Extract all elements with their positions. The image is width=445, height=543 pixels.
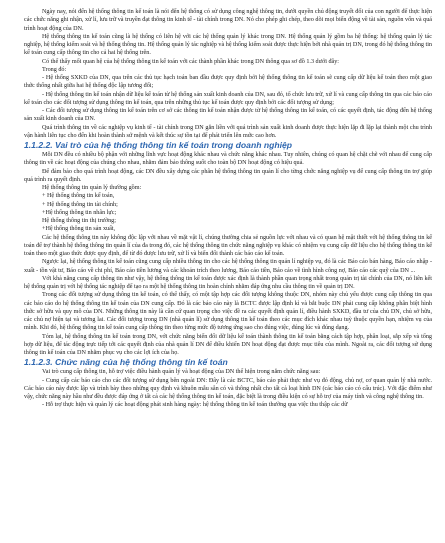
paragraph: Vai trò cung cấp thông tin, hỗ trợ việc điều hành quản lý và hoạt động của DN thể hiện trong năm chức năng sau: <box>42 369 321 376</box>
list-item: Hệ thống thông tin thị trường; <box>42 218 116 224</box>
system-list <box>24 192 432 233</box>
paragraph: Để đảm bảo cho quá trình hoạt động, các DN đều xây dựng các phân hệ thống thông tin quản lí cho từng chức năng nghiệp vụ để cung cấp thông tin trợ giúp quá trình ra quyết định. <box>24 168 432 183</box>
section-heading: 1.1.2.3. Chức năng của hệ thống thông tin kế toán <box>24 357 228 368</box>
paragraph: Ngược lại, hệ thống thông tin kế toán cũng cung cấp nhiều thông tin cho các hệ thống thông tin quản lí nghiệp vụ, đó là các Báo cáo bán hàng, Báo cáo nhập - xuất - tồn vật tư, Báo cáo về chi phí, Báo cáo tiền lương và các khoản trích theo lương, Báo cáo tiền, Báo cáo về tình hình công nợ, Báo cáo các quỹ của DN ... <box>24 259 432 274</box>
paragraph: - Hỗ trợ thực hiện và quản lý các hoạt động phát sinh hàng ngày: hệ thống thông tin kế toán thường qua việc thu thập các dữ <box>42 402 348 409</box>
paragraph: Hệ thống thông tin kế toán cũng là hệ thống có liên hệ với các hệ thống quản lý khác trong DN. Hệ thống quản lý gồm ba hệ thống: hệ thống quản lý tác nghiệp, hệ thống kiểm soát và hệ thống thông tin. Hệ thống quản lý tác nghiệp và hệ thống kiểm soát được thực hiện bởi nhà quản trị DN, trong đó hệ thống thông tin kế toán cung cấp thông tin cho cả hai hệ thống trên. <box>24 33 432 57</box>
paragraph: Quá trình thông tin về các nghiệp vụ kinh tế - tài chính trong DN gắn liền với quá trình sản xuất kinh doanh được thực hiện lặp đi lặp lại thành một chu trình vận hành liên tục cho đến khi hoàn thành sứ mệnh và kết thúc sự tồn tại để phát triển lên mức cao hơn. <box>24 124 432 139</box>
paragraph: - Hệ thống thông tin kế toán nhận dữ liệu kế toán từ hệ thống sản xuất kinh doanh của DN, sau đó, tổ chức lưu trữ, xử lí và cung cấp thông tin qua các báo cáo kế toán cho các đối tượng sử dụng thông tin kế toán, qua trên những thủ tục kế toán được quy định bởi các đối tượng sử dụng; <box>24 91 432 106</box>
paragraph: Trong đó: <box>42 66 67 73</box>
paragraph: - Hệ thống SXKD của DN, qua trên các thủ tục hạch toán ban đầu được quy định bởi hệ thống thông tin kế toán sẽ cung cấp dữ liệu kế toán theo một giao thức thống nhất giữa hai hệ thống độc lập tương đối; <box>24 75 432 90</box>
list-item: +Hệ thống thông tin nhân lực; <box>42 209 117 216</box>
paragraph: Trong các đối tượng sử dụng thông tin kế toán, có thể thấy, có một tập hợp các đối tượng không thuộc DN, nhóm này chủ yếu được cung cấp thông tin qua các báo cáo do hệ thống thông tin kế toán của DN cung cấp. Đó là các báo cáo này là BCTC được lập định kì và bắt buộc DN phải cung cấp không phân biệt hình thức sở hữu và quy mô của DN. Những thông tin này là cần cứ quan trọng cho việc đề ra các quyết định quản lí, điều hành SXKD, đầu tư của chủ DN, chủ sở hữu, các chủ nợ hiện tại và tương lai. Các đối tượng trong DN (nhà quản lí) sử dụng thông tin kế toán theo các mục đích khác nhau tuỳ thuộc quyền hạn, nhiệm vụ của mình. Khi đó, hệ thống thông tin kế toán cung cấp thông tin theo từng mức độ tương ứng sao cho đúng việc, đúng lúc và đúng dạng. <box>24 292 432 332</box>
list-item: +Hệ thống thông tin sản xuất, <box>42 226 116 233</box>
paragraph: Với khả năng cung cấp thông tin như vậy, hệ thống thông tin kế toán được xác định là thành phần quan trọng nhất trong quản trị tài chính của DN, nó liên kết hệ thống quản trị với hệ thống tác nghiệp để tạo ra một hệ thống thông tin hoàn chỉnh nhằm đáp ứng nhu cầu thông tin về quản trị DN. <box>24 275 432 290</box>
paragraph: Các hệ thống thông tin này không độc lập với nhau về mặt vật lí, chúng thường chia sẻ nguồn lực với nhau và có quan hệ mật thiết với hệ thống thông tin kế toán để trợ thành hệ thống thông tin quản lí của đa trong đó, các hệ thống thông tin chức năng nghiệp vụ khác có nhiệm vụ cung cấp dữ liệu cho hệ thống thông tin kế toán theo một giao thức được quy định, để từ đó được lưu trữ, xử lí và biến đổi thành các báo cáo kế toán. <box>24 234 432 257</box>
paragraph: - Các đối tượng sử dụng thông tin kế toán trên cơ sở các thông tin kế toán nhận được từ hệ thống thông tin kế toán, có các quyết định, tác động đến hệ thống sản xuất kinh doanh của DN. <box>24 108 432 123</box>
paragraph: Mỗi DN đều có nhiều bộ phận với những lĩnh vực hoạt động khác nhau và chức năng khác nhau. Tuy nhiên, chúng có quan hệ chặt chẽ với nhau để cung cấp thông tin về các hoạt động của chúng cho nhau, nhằm đảm bảo thông suốt cho toàn bộ DN hoạt động có hiệu quả. <box>24 152 432 167</box>
list-item: + Hệ thống thông tin kế toán, <box>42 193 115 200</box>
document-page <box>24 8 432 410</box>
paragraph: Ngày nay, nói đến hệ thống thông tin kế toán là nói đến hệ thống có sử dụng công nghệ thông tin, dưới quyền chủ động truyết đối của con người để thực hiện các chức năng ghi nhận, xử lí, lưu trữ và truyền đạt thông tin kinh tế - tài chính trong DN. Nó cho phép ghi chép, theo dõi mọi biến động về tài sản, nguồn vốn và quá trình hoạt động của DN. <box>24 9 432 32</box>
paragraph: Hệ thống thông tin quản lý thường gồm: <box>42 185 142 191</box>
section-heading: 1.1.2.2. Vai trò của hệ thống thông tin kế toán trong doanh nghiệp <box>24 140 293 150</box>
paragraph: Tóm lại, hệ thống thông tin kế toán trong DN, với chức năng biến đổi dữ liệu kế toán thành thông tin kế toán bằng cách tập hợp, phân loại, sắp xếp và tổng hợp dữ liệu, để tác động trực tiếp tới các quyết định của nhà quản lí DN để điều khiển DN hoạt động đạt được mục tiêu của mình. Ngoài ra, các đối tượng sử dụng thông tin kế toán của DN nhằm phục vụ cho các lợi ích của họ. <box>24 333 432 356</box>
paragraph: Có thể thấy mối quan hệ của hệ thống thông tin kế toán với các thành phần khác trong DN thông qua sơ đồ 1.3 dưới đây: <box>42 58 340 65</box>
list-item: + Hệ thống thông tin tài chính; <box>42 201 118 208</box>
paragraph: - Cung cấp các báo cáo cho các đối tượng sử dụng bên ngoài DN: Đây là các BCTC, báo cáo phải thực như vụ đó động, chủ nợ, cơ quan quản lý nhà nước. Các báo cáo này được lập và trình bày theo những quy định và khuôn mẫu sẵn có và thông nhất cho tất cả loại hình DN (các báo cáo có cấu trúc). Với đặc điểm như vậy, chức năng này hầu như đều được đáp ứng ở tất cả các hệ thống thông tin kế toán, đặc biệt là trong điều kiện có sự hỗ trợ của máy tính và công nghệ thông tin. <box>24 377 432 400</box>
